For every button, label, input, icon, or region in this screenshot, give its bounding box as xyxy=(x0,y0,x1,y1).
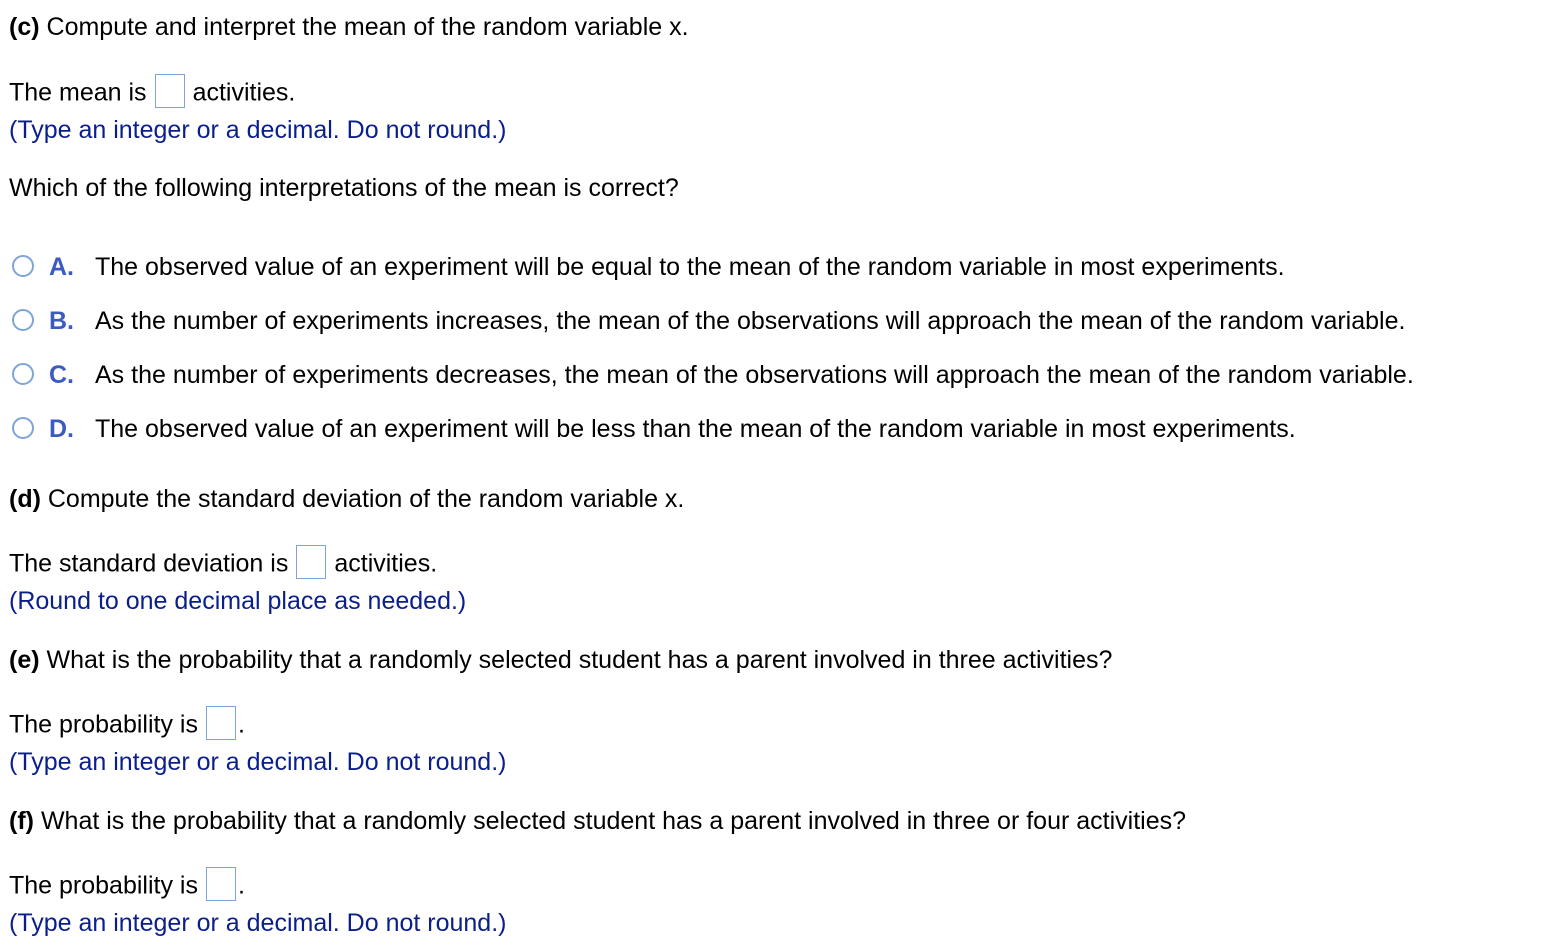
option-d-text: The observed value of an experiment will be less than the mean of the random variable in most experiments. xyxy=(95,415,1296,443)
option-c[interactable] xyxy=(12,360,1414,390)
option-a-text: The observed value of an experiment will be equal to the mean of the random variable in most experiments. xyxy=(95,253,1285,281)
part-c-label: (c) xyxy=(9,13,40,41)
option-b-letter: B. xyxy=(49,307,74,335)
prob-three-answer-input[interactable] xyxy=(206,706,236,740)
part-c-hint: (Type an integer or a decimal. Do not round.) xyxy=(9,116,507,144)
part-f-answer-row xyxy=(9,870,245,900)
part-f-answer-suffix: . xyxy=(237,871,245,900)
option-c-text: As the number of experiments decreases, the mean of the observations will approach the mean of the random variable. xyxy=(95,361,1414,389)
option-d-letter: D. xyxy=(49,415,74,443)
prob-three-or-four-answer-input[interactable] xyxy=(206,867,236,901)
option-d[interactable] xyxy=(12,414,1296,444)
part-c-interpretation-prompt: Which of the following interpretations of the mean is correct? xyxy=(9,174,679,202)
option-c-radio[interactable] xyxy=(12,363,34,385)
part-c-question xyxy=(9,12,689,42)
part-c-question-text: Compute and interpret the mean of the random variable x. xyxy=(46,13,689,41)
part-d-answer-suffix: activities. xyxy=(334,549,438,578)
part-e-question-text: What is the probability that a randomly selected student has a parent involved in three activities? xyxy=(46,646,1113,674)
mean-answer-input[interactable] xyxy=(155,74,185,108)
part-f-question-text: What is the probability that a randomly selected student has a parent involved in three or four activities? xyxy=(40,807,1187,835)
part-c-answer-prefix: The mean is xyxy=(9,78,147,107)
option-b[interactable] xyxy=(12,306,1405,336)
option-a-letter: A. xyxy=(49,253,74,281)
option-c-letter: C. xyxy=(49,361,74,389)
part-f-answer-prefix: The probability is xyxy=(9,871,198,900)
part-c-answer-suffix: activities. xyxy=(192,78,296,107)
part-e-label: (e) xyxy=(9,646,40,674)
part-d-hint: (Round to one decimal place as needed.) xyxy=(9,587,467,615)
part-f-question xyxy=(9,806,1186,836)
part-e-answer-prefix: The probability is xyxy=(9,710,198,739)
part-e-question xyxy=(9,645,1112,675)
part-d-answer-row xyxy=(9,548,437,578)
part-d-question-text: Compute the standard deviation of the random variable x. xyxy=(47,485,685,513)
part-d-answer-prefix: The standard deviation is xyxy=(9,549,289,578)
option-a-radio[interactable] xyxy=(12,255,34,277)
part-d-label: (d) xyxy=(9,485,41,513)
option-d-radio[interactable] xyxy=(12,417,34,439)
part-f-hint: (Type an integer or a decimal. Do not round.) xyxy=(9,909,507,937)
part-c-answer-row xyxy=(9,77,295,107)
std-dev-answer-input[interactable] xyxy=(296,545,326,579)
option-a[interactable] xyxy=(12,252,1285,282)
part-d-question xyxy=(9,484,684,514)
part-e-answer-row xyxy=(9,709,245,739)
part-e-hint: (Type an integer or a decimal. Do not round.) xyxy=(9,748,507,776)
part-e-answer-suffix: . xyxy=(237,710,245,739)
option-b-radio[interactable] xyxy=(12,309,34,331)
part-f-label: (f) xyxy=(9,807,34,835)
option-b-text: As the number of experiments increases, the mean of the observations will approach the mean of the random variable. xyxy=(95,307,1406,335)
